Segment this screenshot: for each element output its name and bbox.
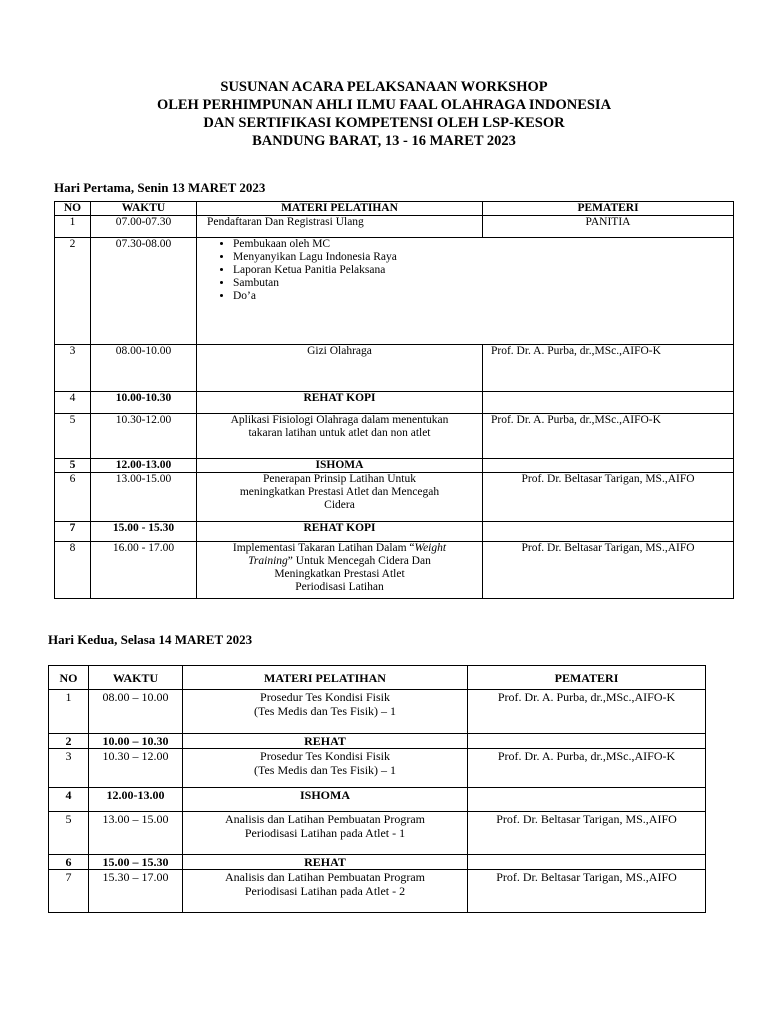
- row-no: 5: [55, 459, 91, 473]
- row-no: 4: [49, 788, 89, 812]
- header-no: NO: [49, 666, 89, 690]
- header-pemateri: PEMATERI: [468, 666, 706, 690]
- row-no: 3: [55, 345, 91, 392]
- table-row: [55, 345, 734, 392]
- row-pemateri: [468, 855, 706, 870]
- row-materi: Pendaftaran Dan Registrasi Ulang: [197, 216, 483, 238]
- table-row: [55, 238, 734, 345]
- row-pemateri: Prof. Dr. A. Purba, dr.,MSc.,AIFO-K: [468, 690, 706, 734]
- row-materi: REHAT KOPI: [197, 522, 483, 542]
- row-materi: REHAT: [183, 855, 468, 870]
- table-row: [55, 392, 734, 414]
- row-no: 7: [55, 522, 91, 542]
- list-item: • Pembukaan oleh MC: [233, 238, 731, 251]
- row-waktu: 07.00-07.30: [91, 216, 197, 238]
- row-pemateri: Prof. Dr. A. Purba, dr.,MSc.,AIFO-K: [483, 345, 734, 392]
- materi-line: [199, 542, 480, 555]
- materi-line: Prosedur Tes Kondisi Fisik: [260, 690, 390, 704]
- row-no: 6: [55, 473, 91, 522]
- row-pemateri: PANITIA: [483, 216, 734, 238]
- header-waktu: WAKTU: [89, 666, 183, 690]
- header-materi: MATERI PELATIHAN: [197, 202, 483, 216]
- materi-line: Aplikasi Fisiologi Olahraga dalam menentukan: [230, 414, 449, 426]
- list-item: • Menyanyikan Lagu Indonesia Raya: [233, 251, 731, 264]
- row-waktu: 15.00 - 15.30: [91, 522, 197, 542]
- row-no: 7: [49, 870, 89, 913]
- list-item: • Do’a: [233, 290, 731, 303]
- row-no: 8: [55, 542, 91, 599]
- row-no: 2: [49, 734, 89, 749]
- row-pemateri: Prof. Dr. Beltasar Tarigan, MS.,AIFO: [468, 812, 706, 855]
- row-pemateri: [468, 788, 706, 812]
- title-line-2: OLEH PERHIMPUNAN AHLI ILMU FAAL OLAHRAGA INDONESIA: [156, 97, 612, 113]
- row-no: 5: [49, 812, 89, 855]
- row-pemateri: Prof. Dr. A. Purba, dr.,MSc.,AIFO-K: [468, 749, 706, 788]
- row-waktu: 13.00-15.00: [91, 473, 197, 522]
- document-title: [0, 78, 768, 150]
- materi-line: Analisis dan Latihan Pembuatan Program: [225, 870, 425, 884]
- row-pemateri: [483, 392, 734, 414]
- row-materi: REHAT KOPI: [197, 392, 483, 414]
- list-item: • Laporan Ketua Panitia Pelaksana: [233, 264, 731, 277]
- table-row: [49, 734, 706, 749]
- materi-italic: Weight: [414, 542, 447, 554]
- row-materi: [197, 473, 483, 522]
- row-waktu: 10.00 – 10.30: [89, 734, 183, 749]
- row-waktu: 13.00 – 15.00: [89, 812, 183, 855]
- title-line-1: SUSUNAN ACARA PELAKSANAAN WORKSHOP: [220, 79, 548, 95]
- row-materi: [183, 749, 468, 788]
- materi-line: Meningkatkan Prestasi Atlet: [274, 568, 405, 580]
- day1-heading: Hari Pertama, Senin 13 MARET 2023: [54, 180, 266, 195]
- materi-text: Implementasi Takaran Latihan Dalam “: [232, 542, 415, 554]
- materi-line: Periodisasi Latihan pada Atlet - 1: [244, 826, 406, 840]
- table-row: [55, 216, 734, 238]
- row-pemateri: Prof. Dr. Beltasar Tarigan, MS.,AIFO: [483, 542, 734, 599]
- materi-text: ” Untuk Mencegah Cidera Dan: [287, 555, 431, 567]
- row-no: 2: [55, 238, 91, 345]
- row-no: 3: [49, 749, 89, 788]
- materi-italic: Training: [248, 555, 288, 567]
- materi-line: (Tes Medis dan Tes Fisik) – 1: [253, 763, 397, 777]
- table-row: [49, 855, 706, 870]
- row-waktu: 10.30-12.00: [91, 414, 197, 459]
- row-materi: REHAT: [183, 734, 468, 749]
- row-materi: [183, 870, 468, 913]
- table-row: [49, 788, 706, 812]
- row-no: 4: [55, 392, 91, 414]
- row-pemateri: Prof. Dr. Beltasar Tarigan, MS.,AIFO: [468, 870, 706, 913]
- materi-line: meningkatkan Prestasi Atlet dan Mencegah: [239, 486, 440, 498]
- materi-line: Cidera: [324, 499, 355, 511]
- row-no: 1: [49, 690, 89, 734]
- materi-line: [199, 555, 480, 568]
- table-row: [55, 414, 734, 459]
- row-pemateri: Prof. Dr. A. Purba, dr.,MSc.,AIFO-K: [483, 414, 734, 459]
- header-waktu: WAKTU: [91, 202, 197, 216]
- materi-line: Prosedur Tes Kondisi Fisik: [260, 749, 390, 763]
- table-row: [55, 522, 734, 542]
- row-waktu: 10.00-10.30: [91, 392, 197, 414]
- row-materi-list: [197, 238, 734, 345]
- table-row: [49, 870, 706, 913]
- row-waktu: 08.00-10.00: [91, 345, 197, 392]
- table-header-row: [49, 666, 706, 690]
- table-header-row: [55, 202, 734, 216]
- header-materi: MATERI PELATIHAN: [183, 666, 468, 690]
- materi-line: (Tes Medis dan Tes Fisik) – 1: [253, 704, 397, 718]
- row-materi: Gizi Olahraga: [197, 345, 483, 392]
- row-waktu: 15.30 – 17.00: [89, 870, 183, 913]
- row-no: 6: [49, 855, 89, 870]
- materi-line: Analisis dan Latihan Pembuatan Program: [225, 812, 425, 826]
- row-waktu: 12.00-13.00: [89, 788, 183, 812]
- table-row: [55, 473, 734, 522]
- materi-line: Penerapan Prinsip Latihan Untuk: [263, 473, 416, 485]
- row-pemateri: [483, 522, 734, 542]
- row-pemateri: Prof. Dr. Beltasar Tarigan, MS.,AIFO: [483, 473, 734, 522]
- materi-line: Periodisasi Latihan: [295, 581, 384, 593]
- row-waktu: 07.30-08.00: [91, 238, 197, 345]
- table-row: [55, 542, 734, 599]
- title-line-4: BANDUNG BARAT, 13 - 16 MARET 2023: [252, 133, 516, 149]
- table-row: [49, 690, 706, 734]
- row-materi: [183, 690, 468, 734]
- row-pemateri: [483, 459, 734, 473]
- row-waktu: 15.00 – 15.30: [89, 855, 183, 870]
- materi-line: takaran latihan untuk atlet dan non atlet: [248, 427, 431, 439]
- day2-schedule-table: [48, 665, 706, 913]
- table-row: [49, 749, 706, 788]
- row-no: 5: [55, 414, 91, 459]
- row-materi: ISHOMA: [197, 459, 483, 473]
- day1-schedule-table: [54, 201, 734, 599]
- row-waktu: 10.30 – 12.00: [89, 749, 183, 788]
- day2-heading: Hari Kedua, Selasa 14 MARET 2023: [48, 632, 253, 647]
- row-materi: [197, 542, 483, 599]
- row-waktu: 16.00 - 17.00: [91, 542, 197, 599]
- row-materi: [183, 812, 468, 855]
- row-pemateri: [468, 734, 706, 749]
- list-item: • Sambutan: [233, 277, 731, 290]
- row-materi: [197, 414, 483, 459]
- title-line-3: DAN SERTIFIKASI KOMPETENSI OLEH LSP-KESOR: [203, 115, 565, 131]
- materi-line: Periodisasi Latihan pada Atlet - 2: [244, 884, 406, 898]
- row-waktu: 12.00-13.00: [91, 459, 197, 473]
- table-row: [49, 812, 706, 855]
- row-no: 1: [55, 216, 91, 238]
- header-no: NO: [55, 202, 91, 216]
- row-waktu: 08.00 – 10.00: [89, 690, 183, 734]
- row-materi: ISHOMA: [183, 788, 468, 812]
- table-row: [55, 459, 734, 473]
- header-pemateri: PEMATERI: [483, 202, 734, 216]
